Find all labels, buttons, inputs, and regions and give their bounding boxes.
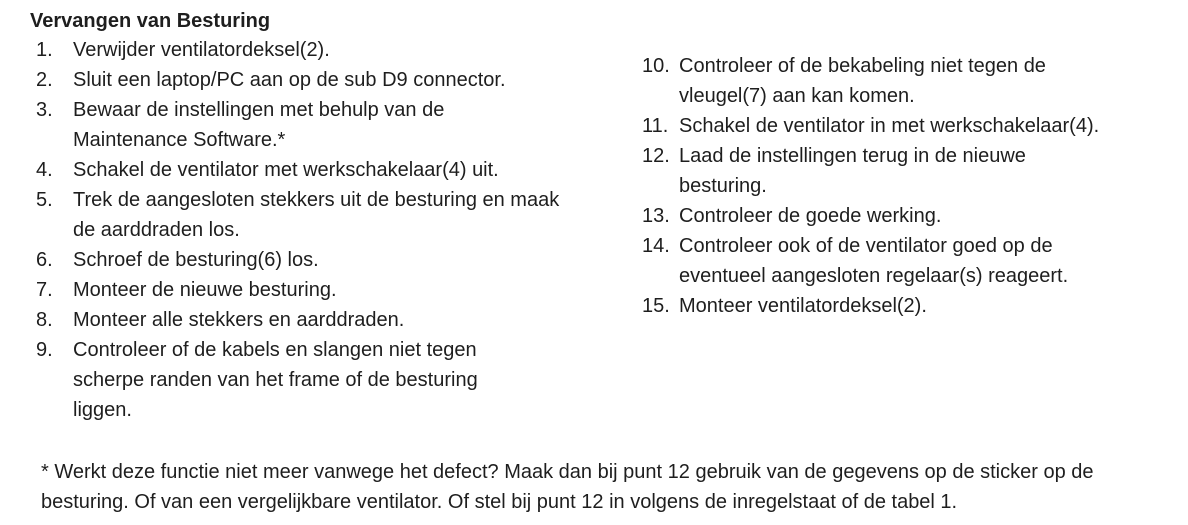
list-item bbox=[642, 201, 1182, 231]
step-text: Monteer alle stekkers en aarddraden. bbox=[73, 309, 405, 331]
list-item bbox=[642, 231, 1132, 291]
step-text: Controleer of de kabels en slangen niet tegen scherpe randen van het frame of de besturing liggen. bbox=[73, 339, 478, 421]
step-text: Schakel de ventilator in met werkschakelaar(4). bbox=[679, 115, 1100, 137]
step-number: 1. bbox=[36, 39, 53, 61]
step-text: Trek de aangesloten stekkers uit de besturing en maak de aarddraden los. bbox=[73, 189, 560, 241]
list-item bbox=[642, 111, 1182, 141]
step-text: Monteer ventilatordeksel(2). bbox=[679, 295, 927, 317]
step-number: 14. bbox=[642, 235, 670, 257]
step-number: 11. bbox=[642, 115, 669, 137]
step-text: Controleer of de bekabeling niet tegen de vleugel(7) aan kan komen. bbox=[679, 55, 1046, 107]
step-text: Controleer ook of de ventilator goed op de eventueel aangesloten regelaar(s) reageert. bbox=[679, 235, 1069, 287]
list-item bbox=[36, 305, 596, 335]
step-number: 9. bbox=[36, 339, 53, 361]
list-item bbox=[36, 245, 596, 275]
step-number: 3. bbox=[36, 99, 53, 121]
step-text: Sluit een laptop/PC aan op de sub D9 connector. bbox=[73, 69, 506, 91]
step-number: 2. bbox=[36, 69, 53, 91]
list-item bbox=[36, 275, 596, 305]
step-text: Schakel de ventilator met werkschakelaar(4) uit. bbox=[73, 159, 499, 181]
step-number: 8. bbox=[36, 309, 53, 331]
step-number: 10. bbox=[642, 55, 670, 77]
steps-list-left bbox=[36, 35, 596, 425]
step-text: Controleer de goede werking. bbox=[679, 205, 942, 227]
list-item bbox=[36, 185, 566, 245]
footnote: * Werkt deze functie niet meer vanwege het defect? Maak dan bij punt 12 gebruik van de gegevens op de sticker op de besturing. Of van een vergelijkbare ventilator. Of stel bij punt 12 in volgens de inregelstaat of de tabel 1. bbox=[41, 461, 1094, 513]
step-number: 15. bbox=[642, 295, 670, 317]
step-text: Bewaar de instellingen met behulp van de Maintenance Software.* bbox=[73, 99, 445, 151]
step-text: Monteer de nieuwe besturing. bbox=[73, 279, 337, 301]
step-number: 5. bbox=[36, 189, 53, 211]
list-item bbox=[642, 51, 1102, 111]
list-item bbox=[642, 291, 1182, 321]
step-text: Verwijder ventilatordeksel(2). bbox=[73, 39, 330, 61]
list-item bbox=[36, 155, 596, 185]
step-text: Schroef de besturing(6) los. bbox=[73, 249, 319, 271]
step-text: Laad de instellingen terug in de nieuwe besturing. bbox=[679, 145, 1026, 197]
list-item bbox=[36, 335, 536, 425]
list-item bbox=[36, 65, 596, 95]
step-number: 6. bbox=[36, 249, 53, 271]
step-number: 12. bbox=[642, 145, 670, 167]
list-item bbox=[642, 141, 1092, 201]
steps-list-right bbox=[642, 51, 1182, 321]
section-title: Vervangen van Besturing bbox=[30, 10, 271, 32]
step-number: 13. bbox=[642, 205, 670, 227]
list-item bbox=[36, 35, 436, 65]
list-item bbox=[36, 95, 526, 155]
step-number: 7. bbox=[36, 279, 53, 301]
step-number: 4. bbox=[36, 159, 53, 181]
